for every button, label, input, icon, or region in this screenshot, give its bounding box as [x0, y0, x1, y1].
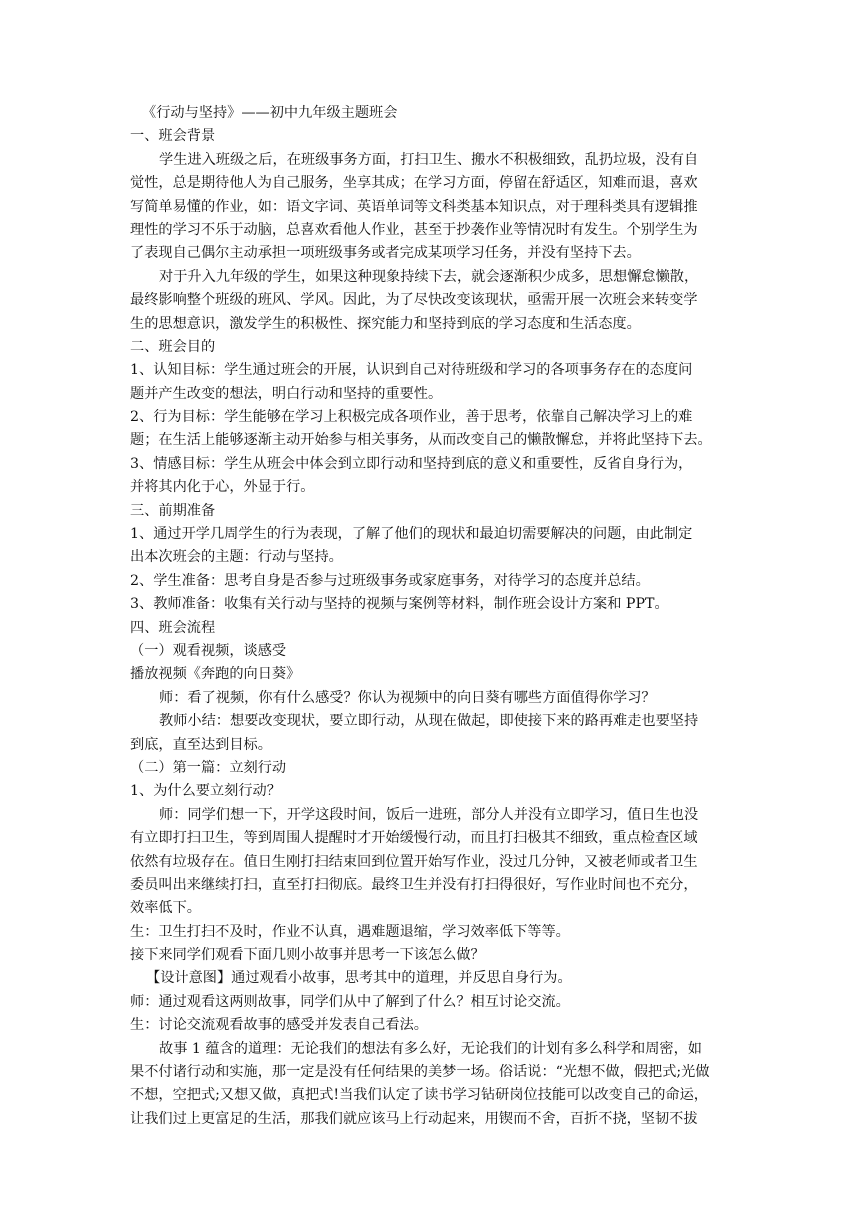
- text-line: 出本次班会的主题：行动与坚持。: [130, 549, 343, 566]
- text-line: 【设计意图】通过观看小故事，思考其中的道理，并反思自身行为。: [146, 970, 572, 987]
- document-title: 《行动与坚持》——初中九年级主题班会: [142, 105, 398, 121]
- text-line: 到底，直至达到目标。: [130, 736, 272, 753]
- text-line: 委员叫出来继续打扫，直至打扫彻底。最终卫生并没有打扫得很好，写作业时间也不充分，: [130, 876, 698, 893]
- text-line: 1、认知目标：学生通过班会的开展，认识到自己对待班级和学习的各项事务存在的态度问: [130, 362, 693, 379]
- document-body: [130, 102, 732, 1131]
- text-line: 一、班会背景: [130, 128, 216, 145]
- text-line: 师：通过观看这两则故事，同学们从中了解到了什么？相互讨论交流。: [130, 993, 570, 1010]
- text-line: 3、情感目标：学生从班会中体会到立即行动和坚持到底的意义和重要性，反省自身行为，: [130, 455, 693, 472]
- text-line: 二、班会目的: [130, 338, 216, 355]
- text-line: 最终影响整个班级的班风、学风。因此，为了尽快改变该现状，亟需开展一次班会来转变学: [130, 292, 698, 309]
- text-line: 依然有垃圾存在。值日生刚打扫结束回到位置开始写作业，没过几分钟，又被老师或者卫生: [130, 853, 698, 870]
- text-line: 三、前期准备: [130, 502, 216, 519]
- text-line: 不想，空把式;又想又做，真把式!当我们认定了读书学习钻研岗位技能可以改变自己的命运，: [130, 1087, 708, 1104]
- text-line: 3、教师准备：收集有关行动与坚持的视频与案例等材料，制作班会设计方案和 PPT。: [130, 596, 669, 613]
- text-line: 理性的学习不乐于动脑，总喜欢看他人作业，甚至于抄袭作业等情况时有发生。个别学生为: [130, 221, 698, 238]
- text-line: 果不付诸行动和实施，那一定是没有任何结果的美梦一场。俗话说：“光想不做，假把式;光做: [130, 1064, 710, 1081]
- text-line: 有立即打扫卫生，等到周围人提醒时才开始缓慢行动，而且打扫极其不细致，重点检查区域: [130, 830, 698, 847]
- text-line: 写简单易懂的作业，如：语文字词、英语单词等文科类基本知识点，对于理科类具有逻辑推: [130, 198, 698, 215]
- text-line: 1、为什么要立刻行动？: [130, 783, 281, 800]
- text-line: 播放视频《奔跑的向日葵》: [130, 666, 301, 683]
- text-line: 师：同学们想一下，开学这段时间，饭后一进班，部分人并没有立即学习，值日生也没: [159, 806, 699, 823]
- text-line: 了表现自己偶尔主动承担一项班级事务或者完成某项学习任务，并没有坚持下去。: [130, 245, 641, 262]
- text-line: （二）第一篇：立刻行动: [130, 759, 287, 776]
- text-line: 接下来同学们观看下面几则小故事并思考一下该怎么做？: [130, 947, 485, 964]
- text-line: 生：讨论交流观看故事的感受并发表自己看法。: [130, 1017, 428, 1034]
- text-line: 效率低下。: [130, 900, 201, 917]
- text-line: 1、通过开学几周学生的行为表现，了解了他们的现状和最迫切需要解决的问题，由此制定: [130, 526, 693, 543]
- text-line: 2、行为目标：学生能够在学习上积极完成各项作业，善于思考，依靠自己解决学习上的难: [130, 409, 693, 426]
- text-line: 四、班会流程: [130, 619, 216, 636]
- text-line: 觉性，总是期待他人为自己服务，坐享其成；在学习方面，停留在舒适区，知难而退，喜欢: [130, 175, 698, 192]
- text-line: 2、学生准备：思考自身是否参与过班级事务或家庭事务，对待学习的态度并总结。: [130, 572, 650, 589]
- text-line: 师：看了视频，你有什么感受？你认为视频中的向日葵有哪些方面值得你学习？: [159, 689, 656, 706]
- text-line: 并将其内化于心，外显于行。: [130, 479, 315, 496]
- text-line: 教师小结：想要改变现状，要立即行动，从现在做起，即使接下来的路再难走也要坚持: [159, 713, 699, 730]
- text-line: 对于升入九年级的学生，如果这种现象持续下去，就会逐渐积少成多，思想懈怠懒散，: [159, 268, 699, 285]
- text-line: 题并产生改变的想法，明白行动和坚持的重要性。: [130, 385, 443, 402]
- text-line: （一）观看视频，谈感受: [130, 642, 287, 659]
- text-line: 学生进入班级之后，在班级事务方面，打扫卫生、搬水不积极细致，乱扔垃圾，没有自: [159, 151, 699, 168]
- text-line: 生：卫生打扫不及时，作业不认真，遇难题退缩，学习效率低下等等。: [130, 923, 570, 940]
- text-line: 题；在生活上能够逐渐主动开始参与相关事务，从而改变自己的懒散懈怠，并将此坚持下去。: [130, 432, 712, 449]
- text-line: 生的思想意识，激发学生的积极性、探究能力和坚持到底的学习态度和生活态度。: [130, 315, 641, 332]
- text-line: 让我们过上更富足的生活，那我们就应该马上行动起来，用锲而不舍，百折不挠，坚韧不拔: [130, 1110, 698, 1127]
- text-line: 故事 1 蕴含的道理：无论我们的想法有多么好，无论我们的计划有多么科学和周密，如: [159, 1040, 702, 1057]
